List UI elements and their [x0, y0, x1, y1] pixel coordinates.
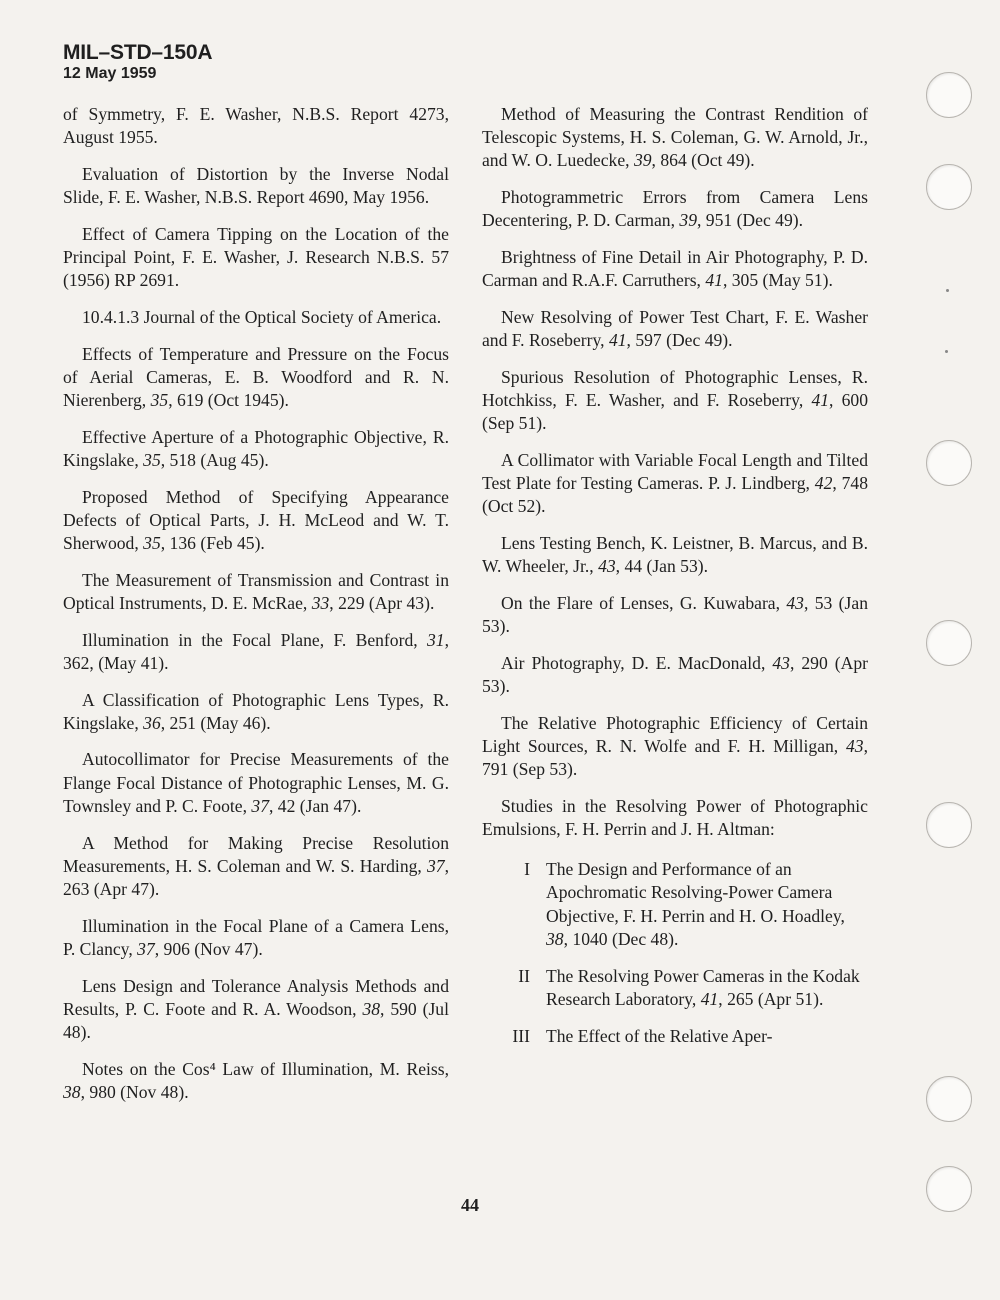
binder-hole [926, 164, 972, 210]
reference-entry: New Resolving of Power Test Chart, F. E. Washer and F. Roseberry, 41, 597 (Dec 49). [482, 306, 868, 351]
sub-entry-number: III [512, 1025, 530, 1046]
page-number: 44 [461, 1195, 479, 1215]
reference-entry: The Measurement of Transmission and Contrast in Optical Instruments, D. E. McRae, 33, 229 (Apr 43). [63, 569, 449, 613]
right-column [482, 103, 868, 1061]
reference-entry: Spurious Resolution of Photographic Lenses, R. Hotchkiss, F. E. Washer, and F. Roseberry, 41, 600 (Sep 51). [482, 366, 869, 434]
reference-entry: Proposed Method of Specifying Appearance Defects of Optical Parts, J. H. McLeod and W. T. Sherwood, 35, 136 (Feb 45). [63, 486, 449, 554]
sub-entry-text: The Design and Performance of an Apochromatic Resolving-Power Camera Objective, F. H. Perrin and H. O. Hoadley, 38, 1040 (Dec 48). [546, 859, 845, 949]
reference-entry: Illumination in the Focal Plane, F. Benford, 31, 362, (May 41). [63, 629, 449, 673]
reference-entry: A Classification of Photographic Lens Types, R. Kingslake, 36, 251 (May 46). [63, 689, 449, 733]
sub-entry [482, 858, 868, 951]
sub-entry-number: I [524, 859, 530, 880]
sub-entry-text: The Effect of the Relative Aper- [546, 1025, 773, 1046]
reference-entry: Effects of Temperature and Pressure on the Focus of Aerial Cameras, E. B. Woodford and R. N. Nierenberg, 35, 619 (Oct 1945). [63, 343, 449, 411]
binder-hole [926, 440, 972, 486]
reference-entry: Illumination in the Focal Plane of a Camera Lens, P. Clancy, 37, 906 (Nov 47). [63, 915, 449, 959]
reference-entry: The Relative Photographic Efficiency of Certain Light Sources, R. N. Wolfe and F. H. Milligan, 43, 791 (Sep 53). [482, 712, 868, 780]
reference-entry: A Method for Making Precise Resolution Measurements, H. S. Coleman and W. S. Harding, 37, 263 (Apr 47). [63, 832, 449, 899]
paper-speck [946, 289, 949, 292]
reference-entry: Effect of Camera Tipping on the Location of the Principal Point, F. E. Washer, J. Research N.B.S. 57 (1956) RP 2691. [63, 223, 449, 291]
reference-entry: A Collimator with Variable Focal Length and Tilted Test Plate for Testing Cameras. P. J. Lindberg, 42, 748 (Oct 52). [482, 449, 868, 517]
sub-entry [482, 965, 868, 1011]
sub-entry-text: The Resolving Power Cameras in the Kodak Research Laboratory, 41, 265 (Apr 51). [546, 965, 860, 1009]
reference-entry: Studies in the Resolving Power of Photographic Emulsions, F. H. Perrin and J. H. Altman: [482, 795, 868, 840]
standard-number: MIL–STD–150A [63, 41, 213, 64]
binder-hole [926, 802, 972, 848]
reference-entry: of Symmetry, F. E. Washer, N.B.S. Report 4273, August 1955. [63, 104, 449, 148]
paper-speck [945, 350, 948, 353]
sub-entry-number: II [518, 965, 530, 986]
reference-entry: Effective Aperture of a Photographic Objective, R. Kingslake, 35, 518 (Aug 45). [63, 426, 449, 470]
left-column [63, 103, 449, 1118]
reference-entry: Lens Testing Bench, K. Leistner, B. Marcus, and B. W. Wheeler, Jr., 43, 44 (Jan 53). [482, 533, 868, 577]
binder-hole [926, 72, 972, 118]
reference-entry: Method of Measuring the Contrast Rendition of Telescopic Systems, H. S. Coleman, G. W. Arnold, Jr., and W. O. Luedecke, 39, 864 (Oct 49). [482, 104, 868, 171]
reference-entry: Autocollimator for Precise Measurements of the Flange Focal Distance of Photographic Lenses, M. G. Townsley and P. C. Foote, 37, 42 (Jan 47). [63, 749, 449, 816]
reference-entry: Photogrammetric Errors from Camera Lens Decentering, P. D. Carman, 39, 951 (Dec 49). [482, 187, 868, 231]
reference-entry: Lens Design and Tolerance Analysis Methods and Results, P. C. Foote and R. A. Woodson, 38, 590 (Jul 48). [63, 975, 449, 1042]
binder-hole [926, 620, 972, 666]
reference-entry: Brightness of Fine Detail in Air Photography, P. D. Carman and R.A.F. Carruthers, 41, 305 (May 51). [482, 247, 868, 291]
section-heading: 10.4.1.3 Journal of the Optical Society of America. [82, 306, 442, 327]
reference-entry: Air Photography, D. E. MacDonald, 43, 290 (Apr 53). [482, 652, 868, 697]
binder-hole [926, 1076, 972, 1122]
reference-entry: Notes on the Cos⁴ Law of Illumination, M. Reiss, 38, 980 (Nov 48). [63, 1058, 449, 1102]
reference-entry: Evaluation of Distortion by the Inverse Nodal Slide, F. E. Washer, N.B.S. Report 4690, May 1956. [63, 163, 449, 208]
standard-date: 12 May 1959 [63, 65, 157, 83]
document-header [63, 42, 212, 83]
reference-entry: On the Flare of Lenses, G. Kuwabara, 43, 53 (Jan 53). [482, 592, 868, 637]
sub-entry [482, 1025, 868, 1048]
binder-hole [926, 1166, 972, 1212]
